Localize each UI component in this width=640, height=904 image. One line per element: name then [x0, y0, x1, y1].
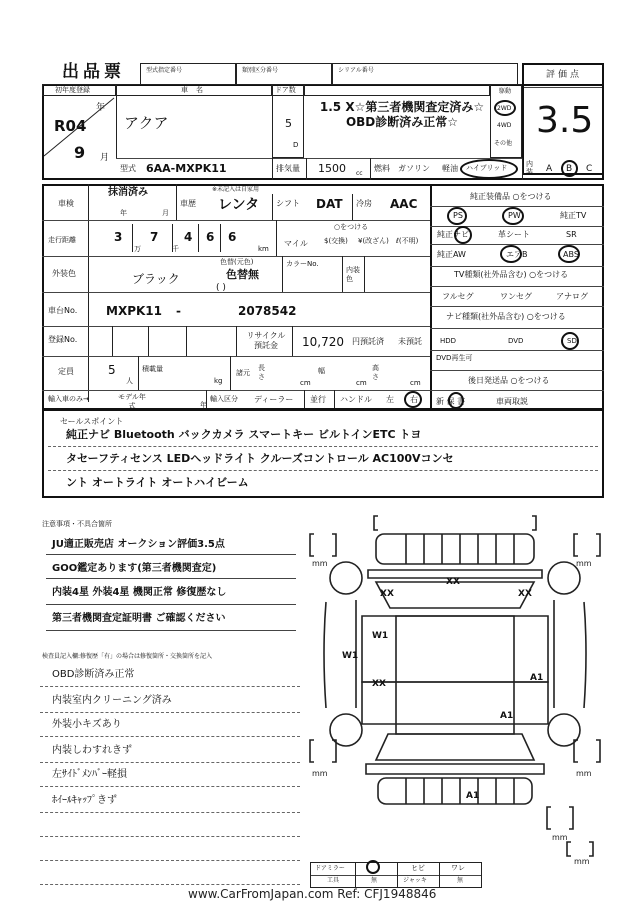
eq-line-5 [430, 286, 604, 287]
tv-oneseg: ワンセグ [500, 292, 532, 301]
shaken-year: 年 [120, 209, 127, 217]
height-cm: cm [410, 379, 421, 387]
reg-cell-1 [112, 326, 113, 356]
row6-line [42, 390, 430, 391]
vline-s [230, 356, 231, 390]
reg-cell-4 [236, 326, 237, 356]
length-cm: cm [300, 379, 311, 387]
vline-u [304, 390, 305, 408]
grade-header [304, 84, 490, 96]
import-label: 輸入車のみ→ [48, 395, 89, 403]
mt-col-2 [397, 863, 398, 887]
private-note: ※未記入は自家用 [212, 186, 260, 193]
vline-f [176, 184, 177, 220]
crack-label: ヒビ [411, 864, 425, 872]
model-row-top [116, 158, 522, 159]
shaken-label: 車検 [58, 199, 74, 208]
vline-n [282, 256, 283, 292]
insp-line-7 [40, 836, 300, 837]
width-label: 幅 [318, 367, 325, 375]
model-label: 型式 [120, 164, 136, 173]
interior-a: A [546, 164, 553, 174]
mileage-circle-label: ○をつける [334, 223, 369, 231]
steering-right-circle [404, 391, 422, 408]
recycle-unit: 円預託済 [352, 337, 384, 346]
load-label: 積載量 [142, 365, 163, 373]
tv-analog: アナログ [556, 292, 588, 301]
fuel-hybrid-circle [460, 159, 518, 179]
chassis-prefix: MXPK11 [106, 304, 162, 318]
ac-value: AAC [390, 197, 418, 211]
equip-sr: SR [566, 230, 577, 239]
equip-airbag-circle [500, 245, 522, 263]
color-label: 外装色 [52, 269, 76, 278]
km-unit: km [258, 245, 269, 253]
insp-line-6 [40, 812, 300, 813]
mirror-tools-table [310, 862, 482, 888]
first-reg-label: 初年度登録 [55, 86, 90, 94]
sales-point-line-1: 純正ナビ Bluetooth バックカメラ スマートキー ビルトインETC トヨ [66, 428, 422, 441]
history-label: 車歴 [180, 199, 196, 208]
vline-r [138, 356, 139, 390]
model-code-label: 型式指定番号 [146, 67, 183, 74]
color-paren: ( ) [216, 283, 226, 293]
tampered-option: ¥(改ざん) [358, 237, 389, 245]
damage-mark-rear-right: A1 [530, 673, 544, 683]
ware-label: ワレ [451, 864, 465, 872]
damage-mark-front-left: XX [380, 589, 394, 599]
equipment-title: 純正装備品 ○をつける [470, 192, 552, 201]
displacement-label: 排気量 [276, 164, 300, 173]
steering-label: ハンドル [340, 395, 372, 404]
mt-row-line [311, 875, 481, 876]
import-parallel: 並行 [310, 395, 326, 404]
equip-abs: ABS [563, 250, 579, 259]
damage-mark-quarter-right: A1 [500, 711, 514, 721]
color-value: ブラック [132, 272, 180, 286]
doors-cell [272, 96, 304, 158]
inspector-line-4: 内装しわすれきず [52, 745, 132, 756]
displacement-unit: cc [356, 170, 363, 177]
kg-unit: kg [214, 377, 223, 385]
vline-h [352, 194, 353, 220]
model-value: 6AA-MXPK11 [146, 162, 227, 175]
eq-line-8 [430, 350, 604, 351]
eq-line-4 [430, 266, 604, 267]
sales-point-line-3: ント オートライト オートハイビーム [66, 476, 249, 489]
reg-cell-3 [186, 326, 187, 356]
width-cm: cm [356, 379, 367, 387]
after-warranty: 新 保 書 [436, 397, 466, 406]
equip-aw: 純正AW [437, 250, 466, 259]
mileage-digit-3: 4 [184, 230, 193, 244]
dvd-playable: DVD再生可 [436, 354, 473, 362]
notes-label: 注意事項・不具合箇所 [42, 520, 112, 528]
inspector-line-2: 内装室内クリーニング済み [52, 695, 172, 706]
recycle-label: リサイクル預託金 [246, 331, 286, 350]
equip-leather: 革シート [498, 230, 530, 239]
note-line-1: JU適正販売店 オークション評価3.5点 [52, 539, 225, 550]
inspector-line-5: 左ｻｲﾄﾞﾒﾝﾊﾞｰ軽損 [52, 769, 127, 780]
damage-mark-side-left: W1 [342, 651, 359, 661]
serial-label: シリアル番号 [338, 67, 374, 74]
serial-cell [332, 63, 518, 85]
vline-g [272, 194, 273, 220]
steering-left: 左 [386, 395, 394, 404]
first-reg-diagonal [42, 96, 116, 158]
reg-no-label: 登録No. [48, 335, 78, 344]
door-unit: D [293, 141, 299, 149]
vline-o [342, 256, 343, 292]
score-value: 3.5 [536, 100, 594, 141]
doors-label: ドア数 [275, 86, 296, 94]
fuel-diesel: 軽油 [442, 164, 458, 173]
tools-label: 工具 [327, 877, 340, 884]
chassis-label: 車台No. [48, 306, 78, 315]
inspector-label: 検査員記入欄:修復歴「有」の場合は修復箇所・交換箇所を記入 [42, 653, 213, 660]
capacity-label: 定員 [58, 367, 74, 376]
name-label: 車名 [181, 86, 211, 94]
note-underline-4 [46, 630, 296, 631]
length-label: 長さ [258, 364, 265, 381]
fuel-hybrid: ハイブリッド [466, 164, 508, 172]
row2-line [42, 256, 430, 257]
page-title: 出品票 [62, 62, 125, 82]
mirror-label: ドアミラー [315, 865, 345, 872]
vline-t [206, 390, 207, 408]
eq-line-3 [430, 244, 604, 245]
label-col-line [88, 184, 89, 402]
tools-none: 無 [371, 877, 378, 884]
mt-col-3 [439, 863, 440, 887]
drive-label: 駆動 [499, 88, 512, 95]
man-unit: 万 [134, 245, 141, 253]
navi-hdd: HDD [440, 337, 457, 345]
color-change-label: 色替(元色) [220, 258, 254, 266]
insp-line-5 [40, 786, 300, 787]
color-no-label: カラーNo. [286, 260, 319, 268]
color-change-value: 色替無 [226, 268, 259, 281]
insp-line-1 [40, 686, 300, 687]
eq-line-7 [430, 328, 604, 329]
equip-ps-circle [447, 207, 467, 225]
damage-mark-front-right: XX [518, 589, 532, 599]
damage-mark-door-fl: W1 [372, 631, 389, 641]
interior-b: B [566, 164, 573, 174]
class-code-cell [236, 63, 332, 85]
era-value: R04 [54, 117, 87, 135]
eq-line-9 [430, 370, 604, 371]
mileage-digit-5: 6 [228, 230, 237, 244]
jack-label: ジャッキ [403, 877, 427, 884]
damage-mark-rear-bumper: A1 [466, 791, 480, 801]
sp-line-1 [48, 446, 598, 447]
mileage-label: 走行距離 [48, 236, 76, 244]
history-value: レンタ [218, 197, 260, 213]
person-unit: 人 [126, 377, 133, 385]
footer-reference: www.CarFromJapan.com Ref: CFJ1948846 [188, 887, 437, 901]
mm-label-fl: mm [312, 559, 328, 568]
equip-ps: PS [453, 211, 463, 220]
month-unit: 月 [100, 153, 110, 163]
mileage-digit-2: 7 [150, 230, 159, 244]
drive-2wd: 2WD [497, 105, 512, 112]
after-warranty-circle [448, 392, 464, 409]
note-underline-2 [46, 578, 296, 579]
navi-dvd: DVD [508, 337, 524, 345]
import-type-label: 輸入区分 [210, 395, 238, 403]
recycle-unpaid: 未預託 [398, 337, 422, 346]
equip-navi: 純正ナビ [437, 230, 469, 239]
note-line-4: 第三者機関査定証明書 ご確認ください [52, 613, 226, 624]
navi-sd: SD [567, 337, 577, 345]
tv-title: TV種類(社外品含む) ○をつける [454, 270, 569, 279]
import-dealer: ディーラー [254, 395, 294, 404]
insp-line-2 [40, 712, 300, 713]
equip-airbag: エアB [506, 250, 528, 259]
car-damage-diagram [306, 512, 606, 864]
vline-v [334, 390, 335, 408]
shift-label: シフト [276, 199, 300, 208]
insp-line-9 [40, 884, 300, 885]
drive-cell [490, 84, 522, 158]
ac-label: 冷房 [356, 199, 372, 208]
equip-navi-circle [454, 226, 472, 244]
jack-none: 無 [457, 877, 464, 884]
tv-fullseg: フルセグ [442, 292, 474, 301]
note-underline-1 [46, 554, 296, 555]
mileage-digit-4: 6 [206, 230, 215, 244]
first-reg-header [42, 84, 116, 96]
steering-right: 右 [410, 395, 418, 404]
dims-label: 諸元 [236, 369, 250, 377]
row3-line [42, 292, 430, 293]
chassis-dash: - [176, 304, 181, 318]
vline-k [198, 224, 199, 252]
navi-title: ナビ種類(社外品含む) ○をつける [446, 312, 566, 321]
score-label: 評価点 [546, 70, 583, 80]
reg-cell-2 [148, 326, 149, 356]
mm-label-extra: mm [574, 857, 590, 864]
note-line-2: GOO鑑定あります(第三者機関査定) [52, 563, 217, 574]
sen-unit: 千 [172, 245, 179, 253]
equip-tv: 純正TV [560, 211, 587, 220]
fuel-gasoline: ガソリン [398, 164, 430, 173]
interior-c: C [586, 164, 593, 174]
equip-pw: PW [508, 211, 521, 220]
mt-col-1 [355, 863, 356, 887]
mm-label-spare: mm [552, 833, 568, 842]
after-manual: 車両取説 [496, 397, 528, 406]
vline-l [220, 224, 221, 252]
grade-text: 1.5 X☆第三者機関査定済み☆OBD診断済み正常☆ [319, 100, 485, 129]
drive-2wd-circle [494, 100, 516, 116]
inspector-line-6: ﾎｲｰﾙｷｬｯﾌﾟきず [52, 795, 117, 806]
note-underline-3 [46, 604, 296, 605]
drive-other: その他 [494, 140, 513, 147]
model-year-label: モデル年式 [118, 393, 146, 410]
vline-q [292, 326, 293, 356]
row1-line [42, 220, 430, 221]
eq-line-6 [430, 306, 604, 307]
vline-p [364, 256, 365, 292]
inspector-line-3: 外装小キズあり [52, 719, 122, 730]
sales-point-line-2: タセーフティセンス LEDヘッドライト クルーズコントロール AC100Vコンセ [66, 452, 454, 465]
vline-c [306, 158, 307, 180]
model-year-unit: 年 [200, 401, 207, 409]
navi-sd-circle [561, 332, 579, 350]
fuel-label: 燃料 [374, 164, 390, 173]
shift-value: DAT [316, 197, 343, 211]
unknown-option: ℓ(不明) [396, 237, 419, 245]
insp-line-8 [40, 860, 300, 861]
vline-e [522, 158, 523, 180]
equip-pw-circle [502, 207, 524, 225]
inspector-line-1: OBD診断済み正常 [52, 669, 135, 680]
year-unit: 年 [96, 103, 106, 113]
damage-mark-door-rl: XX [372, 679, 386, 689]
doors-value: 5 [285, 117, 292, 130]
mm-label-fr: mm [576, 559, 592, 568]
interior-color-label: 内装色 [346, 266, 360, 283]
eq-line-10 [430, 390, 604, 391]
month-value: 9 [74, 143, 86, 162]
eq-line-2 [430, 226, 604, 227]
recycle-value: 10,720 [302, 335, 344, 349]
chassis-number: 2078542 [238, 304, 297, 318]
car-name: アクア [124, 114, 169, 132]
interior-label: 内装 [526, 160, 533, 176]
class-code-label: 類別区分番号 [242, 67, 279, 74]
mm-label-rl: mm [312, 769, 328, 778]
vline-b [272, 158, 273, 180]
row5-line [42, 356, 430, 357]
insp-line-4 [40, 762, 300, 763]
equip-abs-circle [558, 245, 580, 263]
capacity-value: 5 [108, 363, 116, 377]
interior-b-circle [561, 160, 578, 177]
insp-line-3 [40, 736, 300, 737]
model-code-cell [140, 63, 236, 85]
doors-header [272, 84, 304, 96]
damage-mark-hood: XX [446, 577, 460, 587]
vline-i [132, 224, 133, 252]
sp-line-2 [48, 470, 598, 471]
equipment-divider [430, 184, 432, 410]
mirror-circle [366, 860, 380, 874]
sales-points-label: セールスポイント [60, 417, 124, 426]
mile-option: マイル [284, 239, 308, 248]
name-header [116, 84, 272, 96]
vline-m [276, 220, 277, 256]
after-title: 後日発送品 ○をつける [468, 376, 550, 385]
displacement-value: 1500 [318, 162, 346, 175]
note-line-3: 内装4星 外装4星 機関正常 修復歴なし [52, 587, 227, 598]
exchange-option: $(交換) [324, 237, 348, 245]
mileage-digit-1: 3 [114, 230, 123, 244]
vline-d [370, 158, 371, 180]
shaken-value: 抹消済み [108, 187, 148, 198]
height-label: 高さ [372, 364, 379, 381]
drive-4wd: 4WD [497, 122, 512, 129]
shaken-month: 月 [162, 209, 169, 217]
mm-label-rr: mm [576, 769, 592, 778]
